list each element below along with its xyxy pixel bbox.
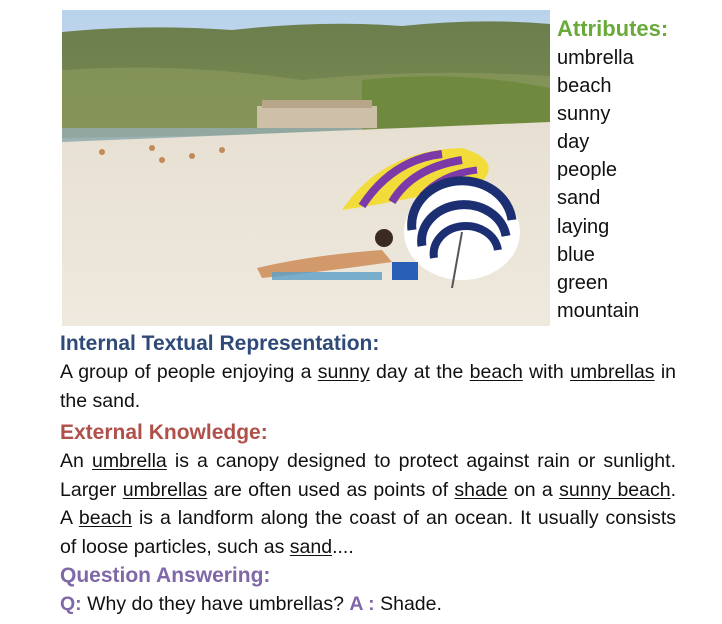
keyword-underlined: umbrella: [91, 450, 167, 472]
attribute-item: people: [557, 159, 618, 182]
attribute-item: blue: [557, 243, 595, 266]
text-span: A group of people enjoying a: [60, 361, 318, 383]
question-answer-line: [60, 590, 676, 618]
keyword-underlined: beach: [78, 507, 133, 529]
keyword-underlined: umbrellas: [122, 478, 208, 501]
internal-representation-section: [60, 330, 676, 415]
attribute-item: sunny: [557, 103, 611, 126]
internal-representation-heading: Internal Textual Representation:: [60, 332, 380, 355]
attribute-item: beach: [557, 75, 612, 98]
keyword-underlined: sunny: [317, 361, 370, 383]
keyword-underlined: shade: [454, 478, 508, 501]
keyword-underlined: beach: [469, 361, 523, 383]
keyword-underlined: umbrellas: [570, 361, 655, 383]
keyword-underlined: sunny beach: [559, 478, 671, 501]
attribute-item: sand: [557, 187, 601, 210]
text-span: day at the: [369, 361, 470, 383]
keyword-underlined: sand: [289, 535, 333, 558]
external-knowledge-section: [60, 419, 676, 561]
text-span: are often used as points of: [207, 478, 455, 501]
text-span: is a landform along the coast of an ocean. It usually consists of loose particles, such as: [60, 507, 676, 558]
attributes-panel: [557, 14, 717, 325]
text-span: in the sand.: [60, 361, 677, 412]
question-text: Why do they have umbrellas?: [81, 593, 350, 615]
question-answering-heading: Question Answering:: [60, 564, 271, 587]
text-span: An: [60, 450, 92, 472]
internal-representation-text: [60, 358, 676, 415]
attributes-list: [557, 44, 717, 325]
text-span: with: [522, 361, 571, 383]
answer-label: A :: [349, 593, 375, 615]
question-answering-section: [60, 562, 676, 618]
external-knowledge-text: [60, 447, 676, 561]
attribute-item: green: [557, 271, 609, 294]
question-label: Q:: [60, 593, 82, 615]
attribute-item: mountain: [557, 299, 640, 322]
text-span: . A: [60, 478, 677, 529]
text-span: is a canopy designed to protect against rain or sunlight. Larger: [60, 450, 676, 501]
text-span: ....: [332, 535, 354, 558]
attribute-item: day: [557, 131, 590, 154]
text-span: on a: [507, 478, 560, 501]
answer-text: Shade.: [374, 593, 442, 615]
attribute-item: laying: [557, 215, 610, 238]
beach-photo: [62, 10, 550, 326]
attribute-item: umbrella: [557, 47, 634, 69]
attributes-title: Attributes:: [557, 16, 669, 41]
beach-building: [257, 106, 377, 128]
external-knowledge-heading: External Knowledge:: [60, 421, 268, 444]
